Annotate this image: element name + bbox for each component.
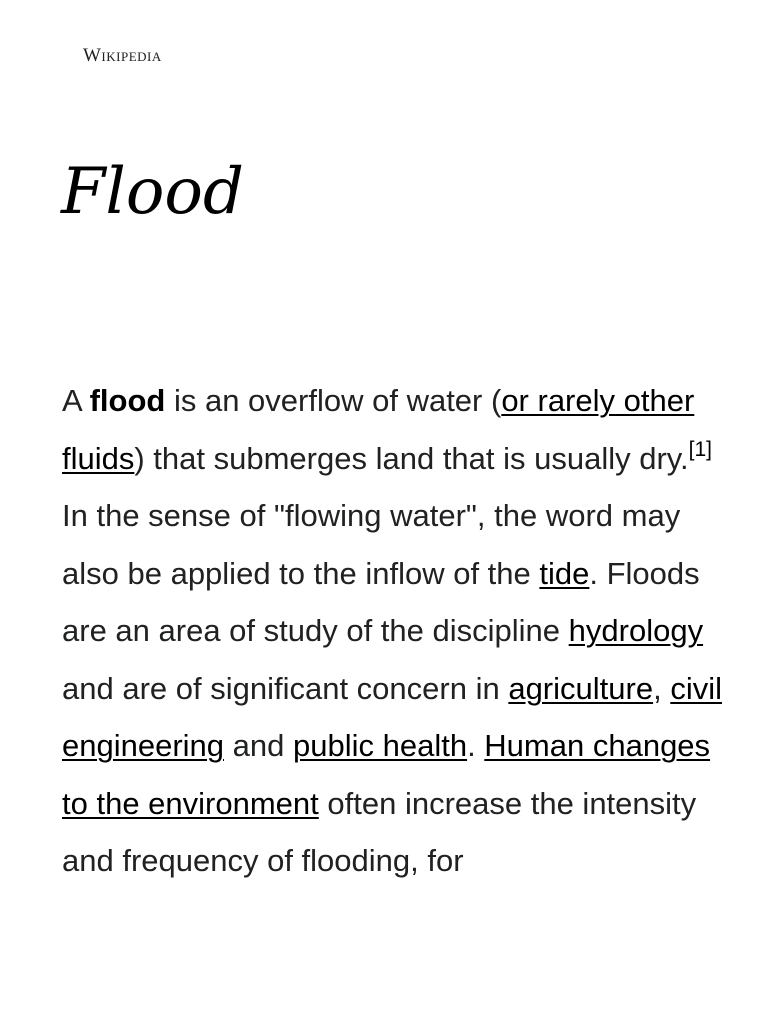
- text-segment: A: [62, 383, 90, 418]
- link-public-health[interactable]: public health: [292, 728, 468, 763]
- text-segment: ,: [653, 670, 671, 706]
- link-human-changes-to-environment[interactable]: Human changes to the environment: [62, 728, 711, 821]
- reference-superscript: [689, 438, 712, 461]
- reference-link-1[interactable]: [1]: [688, 437, 712, 461]
- text-segment: . Floods are an area of study of the discipline: [62, 555, 700, 648]
- wikipedia-logo[interactable]: Wikipedia: [83, 45, 162, 66]
- bold-term: flood: [89, 383, 166, 418]
- text-segment: often increase the intensity and frequency of flooding, for: [62, 785, 697, 878]
- page-title: Flood: [61, 155, 244, 229]
- link-other-fluids[interactable]: or rarely other fluids: [62, 383, 695, 476]
- text-segment: .: [467, 728, 485, 763]
- text-segment: ) that submerges land that is usually dry.: [134, 440, 689, 476]
- link-civil-engineering[interactable]: civil engineering: [62, 670, 722, 763]
- link-agriculture[interactable]: agriculture: [508, 670, 654, 706]
- text-segment: and are of significant concern in: [62, 670, 509, 706]
- article-paragraph: [62, 372, 722, 890]
- text-segment: is an overflow of water (: [165, 383, 502, 418]
- text-segment: and: [224, 728, 293, 763]
- text-segment: In the sense of "flowing water", the word may also be applied to the inflow of the: [62, 498, 681, 591]
- link-hydrology[interactable]: hydrology: [568, 613, 704, 648]
- link-tide[interactable]: tide: [539, 555, 590, 591]
